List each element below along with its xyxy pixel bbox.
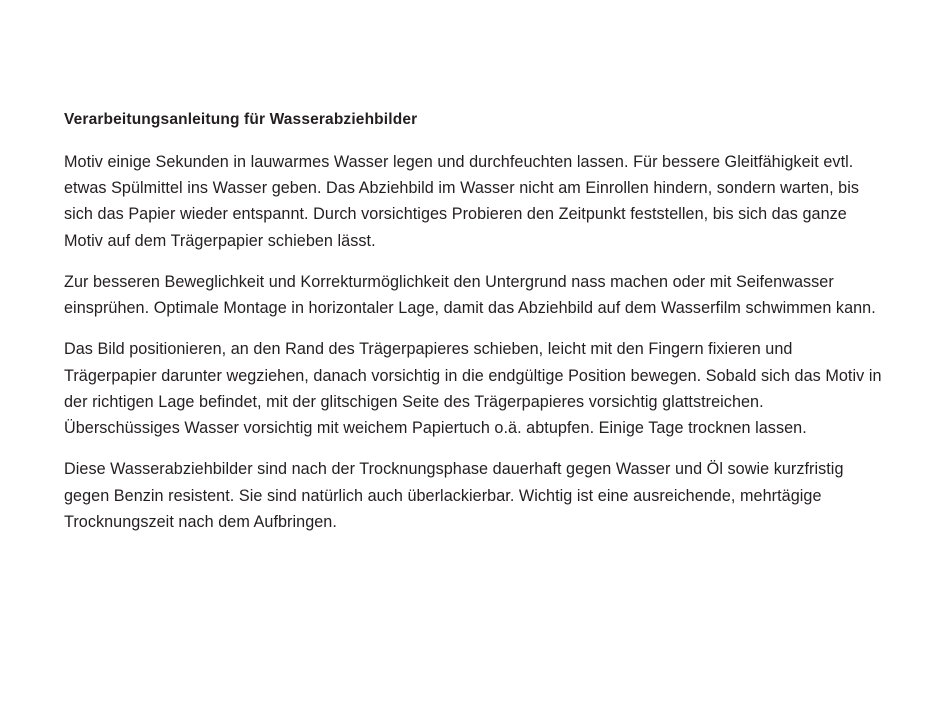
- paragraph-soaking-instructions: Motiv einige Sekunden in lauwarmes Wasser legen und durchfeuchten lassen. Für bessere Gleitfähigkeit evtl. etwas Spülmittel ins Wasser geben. Das Abziehbild im Wasser nicht am Einrollen hindern, sondern warten, bis sich das Papier wieder entspannt. Durch vorsichtiges Probieren den Zeitpunkt feststellen, bis sich das ganze Motiv auf dem Trägerpapier schieben lässt.: [64, 152, 860, 250]
- document-body: [64, 110, 882, 535]
- paragraph-surface-preparation: Zur besseren Beweglichkeit und Korrekturmöglichkeit den Untergrund nass machen oder mit Seifenwasser einsprühen. Optimale Montage in horizontaler Lage, damit das Abziehbild auf dem Wasserfilm schwimmen kann.: [64, 272, 876, 318]
- page-title: Verarbeitungsanleitung für Wasserabziehbilder: [64, 111, 418, 128]
- paragraph-durability-notes: Diese Wasserabziehbilder sind nach der Trocknungsphase dauerhaft gegen Wasser und Öl sowie kurzfristig gegen Benzin resistent. Sie sind natürlich auch überlackierbar. Wichtig ist eine ausreichende, mehrtägige Trocknungszeit nach dem Aufbringen.: [64, 460, 844, 531]
- paragraph-application-steps: Das Bild positionieren, an den Rand des Trägerpapieres schieben, leicht mit den Fingern fixieren und Trägerpapier darunter wegziehen, danach vorsichtig in die endgültige Position bewegen. Sobald sich das Motiv in der richtigen Lage befindet, mit der glitschigen Seite des Trägerpapieres vorsichtig glattstreichen. Überschüssiges Wasser vorsichtig mit weichem Papiertuch o.ä. abtupfen. Einige Tage trocknen lassen.: [64, 340, 882, 438]
